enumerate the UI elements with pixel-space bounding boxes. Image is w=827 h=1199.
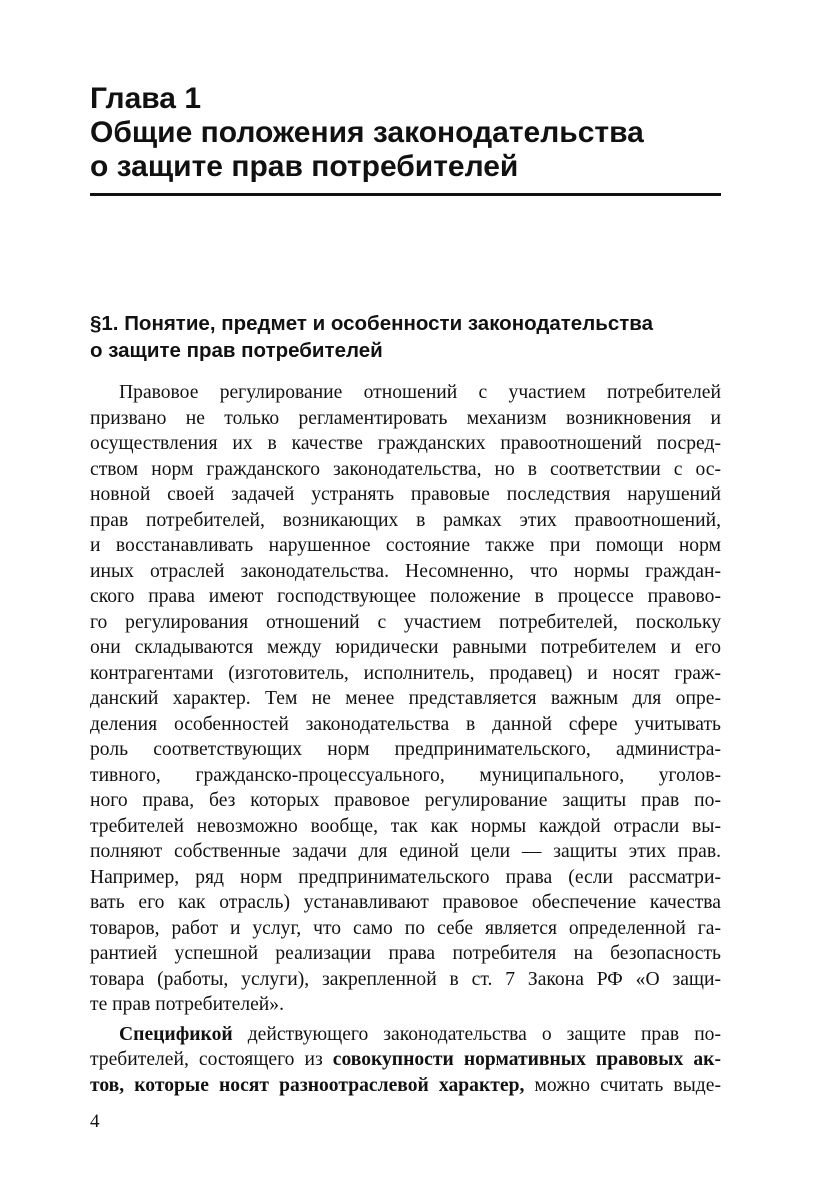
- text-line: вать его как отрасль) устанавливают правовое обеспечение качества: [90, 892, 721, 913]
- text-line: го регулирования отношений с участием потребителей, поскольку: [90, 611, 721, 633]
- text-line: тивного, гражданско-процессуального, муниципального, уголов-: [90, 764, 721, 786]
- bold-term: совокупности нормативных правовых ак-: [332, 1049, 721, 1070]
- text-line: рантией успешной реализации права потребителя на безопасность: [90, 943, 721, 964]
- chapter-title-line: Общие положения законодательства: [90, 116, 644, 149]
- text-line: [90, 1022, 721, 1048]
- text-run: действующего законодательства о защите прав по-: [232, 1023, 721, 1045]
- paragraph-2: [90, 1022, 721, 1099]
- text-line: контрагентами (изготовитель, исполнитель, продавец) и носят граж-: [90, 662, 721, 684]
- section-heading: [90, 310, 730, 364]
- section-title-line: §1. Понятие, предмет и особенности законодательства: [90, 312, 653, 335]
- chapter-label: Глава 1: [90, 82, 202, 115]
- text-line: они складываются между юридически равными потребителем и его: [90, 637, 721, 658]
- text-line: иных отраслей законодательства. Несомненно, что нормы граждан-: [90, 560, 721, 582]
- text-line: Например, ряд норм предпринимательского права (если рассматри-: [90, 866, 721, 888]
- text-line: призвано не только регламентировать механизм возникновения и: [90, 407, 721, 429]
- text-line: роль соответствующих норм предпринимательского, администра-: [90, 739, 721, 760]
- text-line: полняют собственные задачи для единой цели — защиты этих прав.: [90, 841, 721, 862]
- bold-term: Спецификой: [119, 1023, 233, 1045]
- section-title-line: о защите прав потребителей: [90, 339, 383, 362]
- text-run: можно считать выде-: [524, 1074, 721, 1096]
- chapter-title-line: о защите прав потребителей: [90, 150, 519, 183]
- body-text: [90, 380, 721, 1098]
- text-line: и восстанавливать нарушенное состояние также при помощи норм: [90, 535, 721, 556]
- paragraph-1: [90, 380, 721, 1018]
- text-line: ского права имеют господствующее положение в процессе правово-: [90, 586, 721, 607]
- text-line: [90, 1047, 721, 1073]
- chapter-divider: [90, 193, 721, 196]
- chapter-heading: [90, 82, 730, 184]
- bold-term: тов, которые носят разноотраслевой характер,: [90, 1074, 525, 1096]
- text-line: ством норм гражданского законодательства, но в соответствии с ос-: [90, 458, 721, 480]
- text-line: Правовое регулирование отношений с участием потребителей: [119, 382, 721, 403]
- text-line: деления особенностей законодательства в данной сфере учитывать: [90, 713, 721, 735]
- text-line: те прав потребителей».: [90, 994, 284, 1015]
- text-line: требителей невозможно вообще, так как нормы каждой отрасли вы-: [90, 815, 721, 837]
- text-line: товара (работы, услуги), закрепленной в ст. 7 Закона РФ «О защи-: [90, 968, 721, 990]
- page-number: 4: [90, 1111, 100, 1132]
- text-line: новной своей задачей устранять правовые последствия нарушений: [90, 484, 721, 505]
- text-line: осуществления их в качестве гражданских правоотношений посред-: [90, 433, 721, 454]
- text-line: [90, 1073, 721, 1099]
- text-line: данский характер. Тем не менее представляется важным для опре-: [90, 688, 721, 709]
- text-line: прав потребителей, возникающих в рамках этих правоотношений,: [90, 509, 721, 531]
- text-line: товаров, работ и услуг, что само по себе является определенной га-: [90, 917, 721, 939]
- text-run: требителей, состоящего из: [90, 1049, 333, 1070]
- text-line: ного права, без которых правовое регулирование защиты прав по-: [90, 790, 721, 811]
